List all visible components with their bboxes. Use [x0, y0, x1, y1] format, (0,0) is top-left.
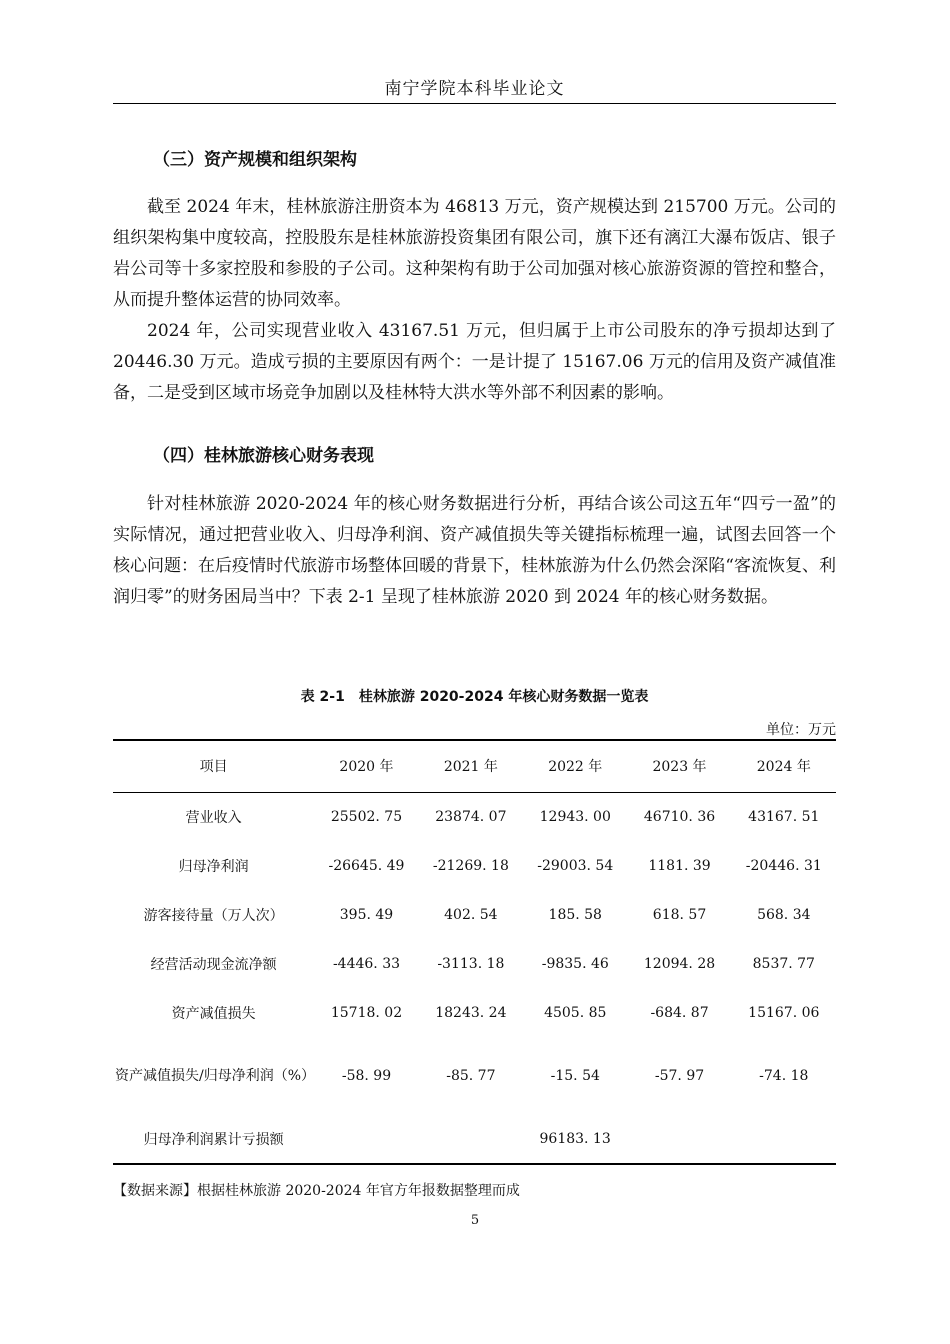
row-label: 营业收入 [185, 809, 242, 826]
table-cell: -9835. 46 [541, 955, 609, 972]
header-cell: 2023 年 [627, 740, 731, 792]
table-cell: 25502. 75 [330, 808, 403, 825]
table-row [113, 939, 836, 988]
table-cell: -3113. 18 [437, 955, 505, 972]
table-total-row [113, 1115, 836, 1164]
paragraph-3: 针对桂林旅游 2020-2024 年的核心财务数据进行分析，再结合该公司这五年“四亏一盈”的实际情况，通过把营业收入、归母净利润、资产减值损失等关键指标梳理一遍，试图去回答一个核心问题：在后疫情时代旅游市场整体回暖的背景下，桂林旅游为什么仍然会深陷“客流恢复、利润归零”的财务困局当中？下表 2-1 呈现了桂林旅游 2020 到 2024 年的核心财务数据。 [113, 494, 836, 607]
table-cell: -20446. 31 [745, 857, 822, 874]
table-cell: 402. 54 [444, 906, 498, 923]
table-row [113, 1037, 836, 1115]
section-heading-3: （三）资产规模和组织架构 [153, 150, 357, 170]
row-label: 经营活动现金流净额 [150, 956, 277, 973]
table-header-row [113, 740, 836, 792]
table-cell: -85. 77 [446, 1068, 496, 1084]
paragraph-1: 截至 2024 年末，桂林旅游注册资本为 46813 万元，资产规模达到 215700 万元。公司的组织架构集中度较高，控股股东是桂林旅游投资集团有限公司，旗下还有漓江大瀑布饭店、银子岩公司等十多家控股和参股的子公司。这种架构有助于公司加强对核心旅游资源的管控和整合，从而提升整体运营的协同效率。 [113, 197, 836, 310]
table-cell: 23874. 07 [435, 808, 507, 825]
row-label: 归母净利润 [178, 858, 249, 875]
table-row [113, 792, 836, 841]
table-row [113, 988, 836, 1037]
table-cell: -4446. 33 [332, 955, 401, 972]
table-cell: 1181. 39 [648, 857, 711, 874]
header-cell: 2021 年 [419, 740, 523, 792]
page-number: 5 [470, 1213, 480, 1228]
total-value: 96183. 13 [314, 1115, 836, 1164]
table-cell: 18243. 24 [435, 1004, 507, 1021]
table-caption: 表 2-1 桂林旅游 2020-2024 年核心财务数据一览表 [300, 689, 649, 705]
table-cell: 8537. 77 [752, 955, 815, 972]
table-cell: 15718. 02 [330, 1004, 403, 1021]
table-cell: 46710. 36 [643, 808, 716, 825]
table-row [113, 890, 836, 939]
table-cell: -74. 18 [759, 1068, 809, 1084]
row-label: 资产减值损失 [171, 1005, 256, 1022]
total-label: 归母净利润累计亏损额 [113, 1115, 314, 1164]
table-cell: -684. 87 [650, 1004, 709, 1021]
table-cell: 568. 34 [757, 906, 811, 923]
table-cell: -15. 54 [550, 1068, 600, 1084]
data-source-note: 【数据来源】根据桂林旅游 2020-2024 年官方年报数据整理而成 [113, 1183, 520, 1199]
table-cell: -57. 97 [654, 1068, 705, 1084]
section-heading-4: （四）桂林旅游核心财务表现 [153, 446, 374, 466]
row-label: 游客接待量（万人次） [143, 907, 284, 924]
running-header: 南宁学院本科毕业论文 [113, 74, 836, 104]
table-cell: 12094. 28 [643, 955, 716, 972]
table-cell: 185. 58 [548, 906, 602, 923]
financial-data-table [113, 739, 836, 1165]
table-cell: 15167. 06 [748, 1004, 820, 1021]
paragraph-2: 2024 年，公司实现营业收入 43167.51 万元，但归属于上市公司股东的净亏损却达到了 20446.30 万元。造成亏损的主要原因有两个：一是计提了 15167.06 万元的信用及资产减值准备，二是受到区域市场竞争加剧以及桂林特大洪水等外部不利因素的影响。 [113, 321, 836, 403]
table-unit: 单位：万元 [766, 722, 836, 738]
header-cell: 2020 年 [314, 740, 418, 792]
table-cell: 4505. 85 [544, 1004, 607, 1021]
header-cell: 2024 年 [732, 740, 836, 792]
table-cell: -26645. 49 [328, 857, 405, 874]
table-cell: 43167. 51 [748, 808, 820, 825]
table-cell: 395. 49 [339, 906, 394, 923]
header-cell: 项目 [113, 740, 314, 792]
row-label: 资产减值损失/归母净利润（%） [115, 1068, 316, 1084]
table-cell: 618. 57 [652, 906, 707, 923]
table-row [113, 841, 836, 890]
table-cell: 12943. 00 [539, 808, 611, 825]
header-cell: 2022 年 [523, 740, 627, 792]
table-cell: -58. 99 [341, 1068, 392, 1084]
table-cell: -21269. 18 [432, 857, 509, 874]
table-cell: -29003. 54 [537, 857, 614, 874]
